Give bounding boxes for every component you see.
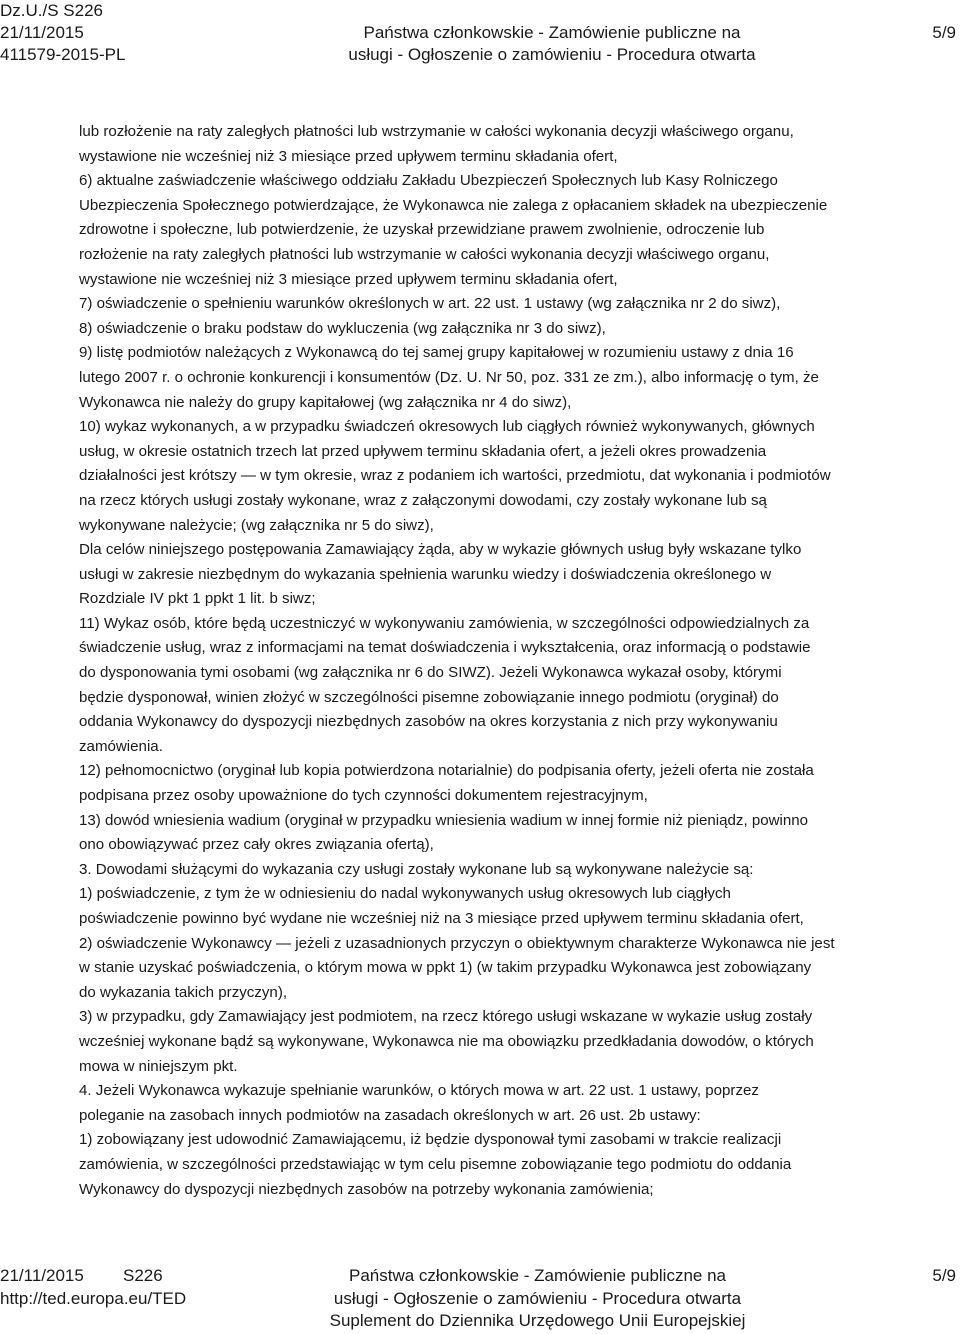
footer-date: 21/11/2015 (0, 1266, 84, 1285)
body-line: mowa w niniejszym pkt. (79, 1057, 238, 1075)
body-line: oddania Wykonawcy do dyspozycji niezbędnych zasobów na okres korzystania z nich przy wykonywaniu (79, 713, 778, 731)
body-line: 3. Dowodami służącymi do wykazania czy usługi zostały wykonane lub są wykonywane należycie są: (79, 860, 754, 878)
footer-title-line-1: Państwa członkowskie - Zamówienie publiczne na (348, 1266, 726, 1285)
header-left (0, 0, 125, 66)
body-line: działalności jest krótszy — w tym okresie, wraz z podaniem ich wartości, przedmiotu, dat wykonania i podmiotów (79, 467, 831, 485)
body-line: zdrowotne i społeczne, lub potwierdzenie, że uzyskał przewidziane prawem zwolnienie, odroczenie lub (79, 221, 765, 239)
body-line: usług, w okresie ostatnich trzech lat przed upływem terminu składania ofert, a jeżeli okres prowadzenia (79, 442, 767, 460)
header-title-line-1: Państwa członkowskie - Zamówienie publiczne na (363, 23, 741, 42)
body-line: będzie dysponował, winien złożyć w szczególności pisemne zobowiązanie innego podmiotu (oryginał) do (79, 688, 779, 706)
footer-page-number: 5/9 (932, 1266, 956, 1285)
body-line: 7) oświadczenie o spełnieniu warunków określonych w art. 22 ust. 1 ustawy (wg załącznika nr 2 do siwz), (79, 295, 781, 313)
body-line: zamówienia. (79, 737, 163, 755)
body-line: ono obowiązywać przez cały okres związania ofertą), (79, 836, 434, 854)
footer-url: http://ted.europa.eu/TED (0, 1288, 187, 1308)
body-line: 4. Jeżeli Wykonawca wykazuje spełnianie warunków, o których mowa w art. 22 ust. 1 ustawy, poprzez (79, 1082, 759, 1100)
body-line: 3) w przypadku, gdy Zamawiający jest podmiotem, na rzecz którego usługi wskazane w wykazie usług zostały (79, 1008, 813, 1026)
footer-title-line-2: usługi - Ogłoszenie o zamówieniu - Procedura otwarta (333, 1288, 742, 1308)
body-line: wcześniej wykonane bądź są wykonywane, Wykonawca nie ma obowiązku przedkładania dowodów, o których (79, 1032, 814, 1050)
body-line: 1) zobowiązany jest udowodnić Zamawiającemu, iż będzie dysponował tymi zasobami w trakcie realizacji (79, 1131, 782, 1149)
header-title-line-2: usługi - Ogłoszenie o zamówieniu - Procedura otwarta (348, 45, 756, 64)
body-line: poleganie na zasobach innych podmiotów na zasadach określonych w art. 26 ust. 2b ustawy: (79, 1106, 701, 1124)
notice-number: 411579-2015-PL (0, 45, 126, 64)
body-line: świadczenie usług, wraz z informacjami na temat doświadczenia i wykształcenia, oraz informacją o podstawie (79, 639, 811, 657)
body-line: Ubezpieczenia Społecznego potwierdzające, że Wykonawca nie zalega z opłacaniem składek na ubezpieczenie (79, 196, 828, 214)
body-line: 12) pełnomocnictwo (oryginał lub kopia potwierdzona notarialnie) do podpisania oferty, jeżeli oferta nie została (79, 762, 814, 780)
body-line: rozłożenie na raty zaległych płatności lub wstrzymanie w całości wykonania decyzji właściwego organu, (79, 245, 770, 263)
body-line: 6) aktualne zaświadczenie właściwego oddziału Zakładu Ubezpieczeń Społecznych lub Kasy Rolniczego (79, 172, 778, 190)
body-line: podpisana przez osoby upoważnione do tych czynności dokumentem rejestracyjnym, (79, 787, 648, 805)
header-page-number: 5/9 (932, 23, 956, 42)
body-line: usługi w zakresie niezbędnym do wykazania spełnienia warunku wiedzy i doświadczenia określonego w (79, 565, 772, 583)
body-line: 1) poświadczenie, z tym że w odniesieniu do nadal wykonywanych usług okresowych lub ciągłych (79, 885, 731, 903)
body-line: do wykazania takich przyczyn), (79, 983, 288, 1001)
footer-title (310, 1265, 765, 1333)
body-line: 9) listę podmiotów należących z Wykonawcą do tej samej grupy kapitałowej w rozumieniu ustawy z dnia 16 (79, 344, 794, 362)
header-title (322, 22, 782, 66)
body-line: lutego 2007 r. o ochronie konkurencji i konsumentów (Dz. U. Nr 50, poz. 331 ze zm.), albo informację o tym, że (79, 368, 819, 386)
header-date: 21/11/2015 (0, 23, 84, 42)
body-line: zamówienia, w szczególności przedstawiając w tym celu pisemne zobowiązanie tego podmiotu do oddania (79, 1155, 792, 1173)
body-line: wykonywane należycie; (wg załącznika nr 5 do siwz), (79, 516, 434, 534)
body-line: Dla celów niniejszego postępowania Zamawiający żąda, aby w wykazie głównych usług były wskazane tylko (79, 541, 802, 559)
body-line: na rzecz których usługi zostały wykonane, wraz z załączonymi dowodami, czy zostały wykonane lub są (79, 491, 767, 509)
body-line: 11) Wykaz osób, które będą uczestniczyć w wykonywaniu zamówienia, w szczególności odpowiedzialnych za (79, 614, 810, 632)
footer-code: S226 (123, 1266, 163, 1285)
body-line: do dysponowania tymi osobami (wg załącznika nr 6 do SIWZ). Jeżeli Wykonawca wykazał osoby, którymi (79, 664, 782, 682)
body-line: 2) oświadczenie Wykonawcy — jeżeli z uzasadnionych przyczyn o obiektywnym charakterze Wykonawca nie jest (79, 934, 835, 952)
document-body (79, 120, 959, 1202)
body-line: lub rozłożenie na raty zaległych płatności lub wstrzymanie w całości wykonania decyzji właściwego organu, (79, 123, 794, 140)
body-line: poświadczenie powinno być wydane nie wcześniej niż na 3 miesiące przed upływem terminu składania ofert, (79, 910, 804, 927)
journal-reference: Dz.U./S S226 (0, 1, 103, 20)
body-line: 10) wykaz wykonanych, a w przypadku świadczeń okresowych lub ciągłych również wykonywanych, głównych (79, 418, 815, 436)
body-line: Wykonawca nie należy do grupy kapitałowej (wg załącznika nr 4 do siwz), (79, 393, 572, 411)
body-line: 8) oświadczenie o braku podstaw do wykluczenia (wg załącznika nr 3 do siwz), (79, 319, 606, 337)
body-line: wystawione nie wcześniej niż 3 miesiące przed upływem terminu składania ofert, (79, 147, 618, 165)
body-line: Rozdziale IV pkt 1 ppkt 1 lit. b siwz; (79, 590, 316, 608)
body-line: w stanie uzyskać poświadczenia, o którym mowa w ppkt 1) (w takim przypadku Wykonawca jest zobowiązany (79, 959, 812, 977)
body-line: Wykonawcy do dyspozycji niezbędnych zasobów na potrzeby wykonania zamówienia; (79, 1180, 654, 1198)
body-line: 13) dowód wniesienia wadium (oryginał w przypadku wniesienia wadium w innej formie niż pieniądz, powinno (79, 811, 809, 829)
footer-supplement: Suplement do Dziennika Urzędowego Unii Europejskiej (329, 1311, 746, 1330)
footer-left (0, 1265, 186, 1310)
body-line: wystawione nie wcześniej niż 3 miesiące przed upływem terminu składania ofert, (79, 270, 618, 288)
